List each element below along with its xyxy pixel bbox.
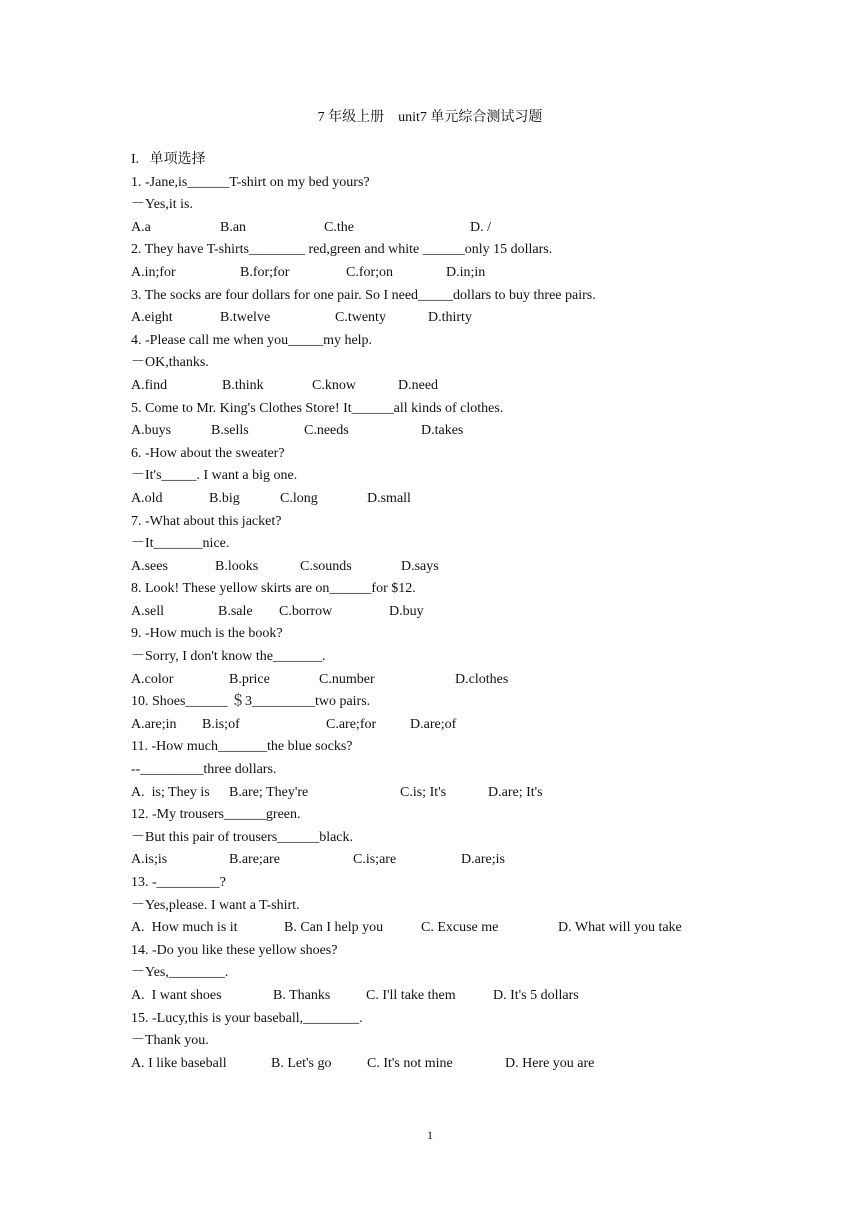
answer-option: D.are;of	[410, 716, 457, 732]
answer-option: C. It's not mine	[367, 1055, 453, 1071]
answer-option: B.an	[220, 219, 247, 235]
answer-option: C.number	[319, 671, 375, 687]
question-stem: 6. -How about the sweater?	[131, 445, 285, 461]
answer-option: C.know	[312, 377, 356, 393]
question-dialogue-line: －Sorry, I don't know the_______.	[131, 649, 326, 665]
answer-options	[131, 669, 771, 692]
answer-option: D.buy	[389, 603, 424, 619]
question-stem: 15. -Lucy,this is your baseball,________.	[131, 1010, 363, 1026]
answer-option: D. It's 5 dollars	[493, 987, 579, 1003]
question-stem: 11. -How much_______the blue socks?	[131, 739, 353, 755]
answer-option: C.twenty	[335, 310, 386, 326]
answer-options	[131, 375, 771, 398]
answer-option: B.is;of	[202, 716, 240, 732]
answer-option: A.old	[131, 490, 163, 506]
answer-option: D.clothes	[455, 671, 509, 687]
answer-option: A.buys	[131, 423, 172, 439]
question-stem: 14. -Do you like these yellow shoes?	[131, 942, 338, 958]
answer-option: D.in;in	[446, 264, 486, 280]
question-stem: 10. Shoes______ ＄3_________two pairs.	[131, 694, 371, 710]
question-list	[131, 149, 771, 1075]
answer-option: A.sell	[131, 603, 165, 619]
question-dialogue-line: －OK,thanks.	[131, 355, 209, 371]
question-stem: 3. The socks are four dollars for one pair. So I need_____dollars to buy three pairs.	[131, 287, 596, 303]
answer-option: A. I like baseball	[131, 1055, 227, 1071]
answer-option: A.find	[131, 377, 168, 393]
question-dialogue-line: －Thank you.	[131, 1033, 209, 1049]
question-dialogue-line: －Yes,it is.	[131, 197, 193, 213]
answer-option: B. Thanks	[273, 987, 331, 1003]
answer-option: B.for;for	[240, 264, 290, 280]
question-stem: 13. -_________?	[131, 875, 226, 890]
answer-option: B. Let's go	[271, 1055, 332, 1071]
question-dialogue-line: －It_______nice.	[131, 536, 230, 552]
answer-option: B.price	[229, 671, 270, 687]
answer-options	[131, 714, 771, 737]
answer-options	[131, 849, 771, 872]
answer-option: A. I want shoes	[131, 987, 222, 1003]
answer-options	[131, 262, 771, 285]
question-dialogue-line: －Yes,please. I want a T-shirt.	[131, 897, 300, 913]
answer-options	[131, 917, 771, 940]
answer-options	[131, 601, 771, 624]
answer-option: C.sounds	[300, 558, 352, 574]
answer-option: C.is;are	[353, 852, 397, 868]
answer-option: C.are;for	[326, 716, 377, 732]
answer-option: D.are;is	[461, 852, 505, 868]
answer-options	[131, 488, 771, 511]
answer-option: D.takes	[421, 423, 464, 439]
answer-option: B.big	[209, 490, 240, 506]
answer-options	[131, 1053, 771, 1076]
answer-option: D.are; It's	[488, 784, 543, 800]
question-dialogue-line: －Yes,________.	[131, 965, 229, 981]
answer-option: C. I'll take them	[366, 987, 456, 1003]
answer-option: B.looks	[215, 558, 259, 574]
question-dialogue-line: －It's_____. I want a big one.	[131, 468, 298, 484]
page-title: 7 年级上册 unit7 单元综合测试习题	[317, 110, 543, 125]
answer-option: A.is;is	[131, 852, 168, 868]
question-stem: 4. -Please call me when you_____my help.	[131, 332, 373, 348]
question-dialogue-line: --_________three dollars.	[131, 762, 277, 778]
question-stem: 2. They have T-shirts________ red,green and white ______only 15 dollars.	[131, 242, 553, 258]
answer-option: C.is; It's	[400, 784, 447, 800]
question-stem: 7. -What about this jacket?	[131, 513, 282, 529]
answer-option: A.eight	[131, 310, 173, 326]
answer-option: D.thirty	[428, 310, 472, 326]
answer-option: A.sees	[131, 558, 168, 574]
answer-option: B. Can I help you	[284, 920, 384, 936]
answer-options	[131, 556, 771, 579]
answer-option: B.are;are	[229, 852, 280, 868]
question-stem: 1. -Jane,is______T-shirt on my bed yours?	[131, 174, 370, 190]
answer-option: C. Excuse me	[421, 920, 499, 936]
answer-option: C.for;on	[346, 264, 394, 280]
answer-options	[131, 307, 771, 330]
answer-options	[131, 217, 771, 240]
question-dialogue-line: －But this pair of trousers______black.	[131, 829, 354, 845]
answer-option: A. is; They is	[131, 784, 210, 800]
answer-option: D. What will you take	[558, 920, 682, 936]
answer-option: B.are; They're	[229, 784, 309, 800]
answer-option: D. /	[470, 219, 491, 235]
answer-option: C.long	[280, 490, 318, 506]
page-number: 1	[427, 1128, 433, 1142]
question-stem: 8. Look! These yellow skirts are on______for $12.	[131, 581, 416, 597]
answer-option: A. How much is it	[131, 920, 238, 936]
answer-options	[131, 782, 771, 805]
answer-option: A.a	[131, 219, 151, 235]
answer-option: A.color	[131, 671, 174, 687]
answer-option: D. Here you are	[505, 1055, 595, 1071]
answer-option: B.sale	[218, 603, 253, 619]
question-stem: 12. -My trousers______green.	[131, 807, 301, 823]
answer-option: C.the	[324, 219, 354, 235]
answer-option: B.twelve	[220, 310, 271, 326]
answer-option: D.says	[401, 558, 439, 574]
question-stem: 9. -How much is the book?	[131, 626, 283, 642]
answer-option: B.think	[222, 377, 264, 393]
answer-options	[131, 985, 771, 1008]
answer-options	[131, 420, 771, 443]
answer-option: A.in;for	[131, 264, 176, 280]
answer-option: B.sells	[211, 423, 249, 439]
answer-option: A.are;in	[131, 716, 177, 732]
answer-option: C.borrow	[279, 603, 333, 619]
answer-option: C.needs	[304, 423, 349, 439]
answer-option: D.small	[367, 490, 411, 506]
section-heading: I. 单项选择	[131, 152, 206, 167]
answer-option: D.need	[398, 377, 439, 393]
question-stem: 5. Come to Mr. King's Clothes Store! It______all kinds of clothes.	[131, 400, 504, 416]
